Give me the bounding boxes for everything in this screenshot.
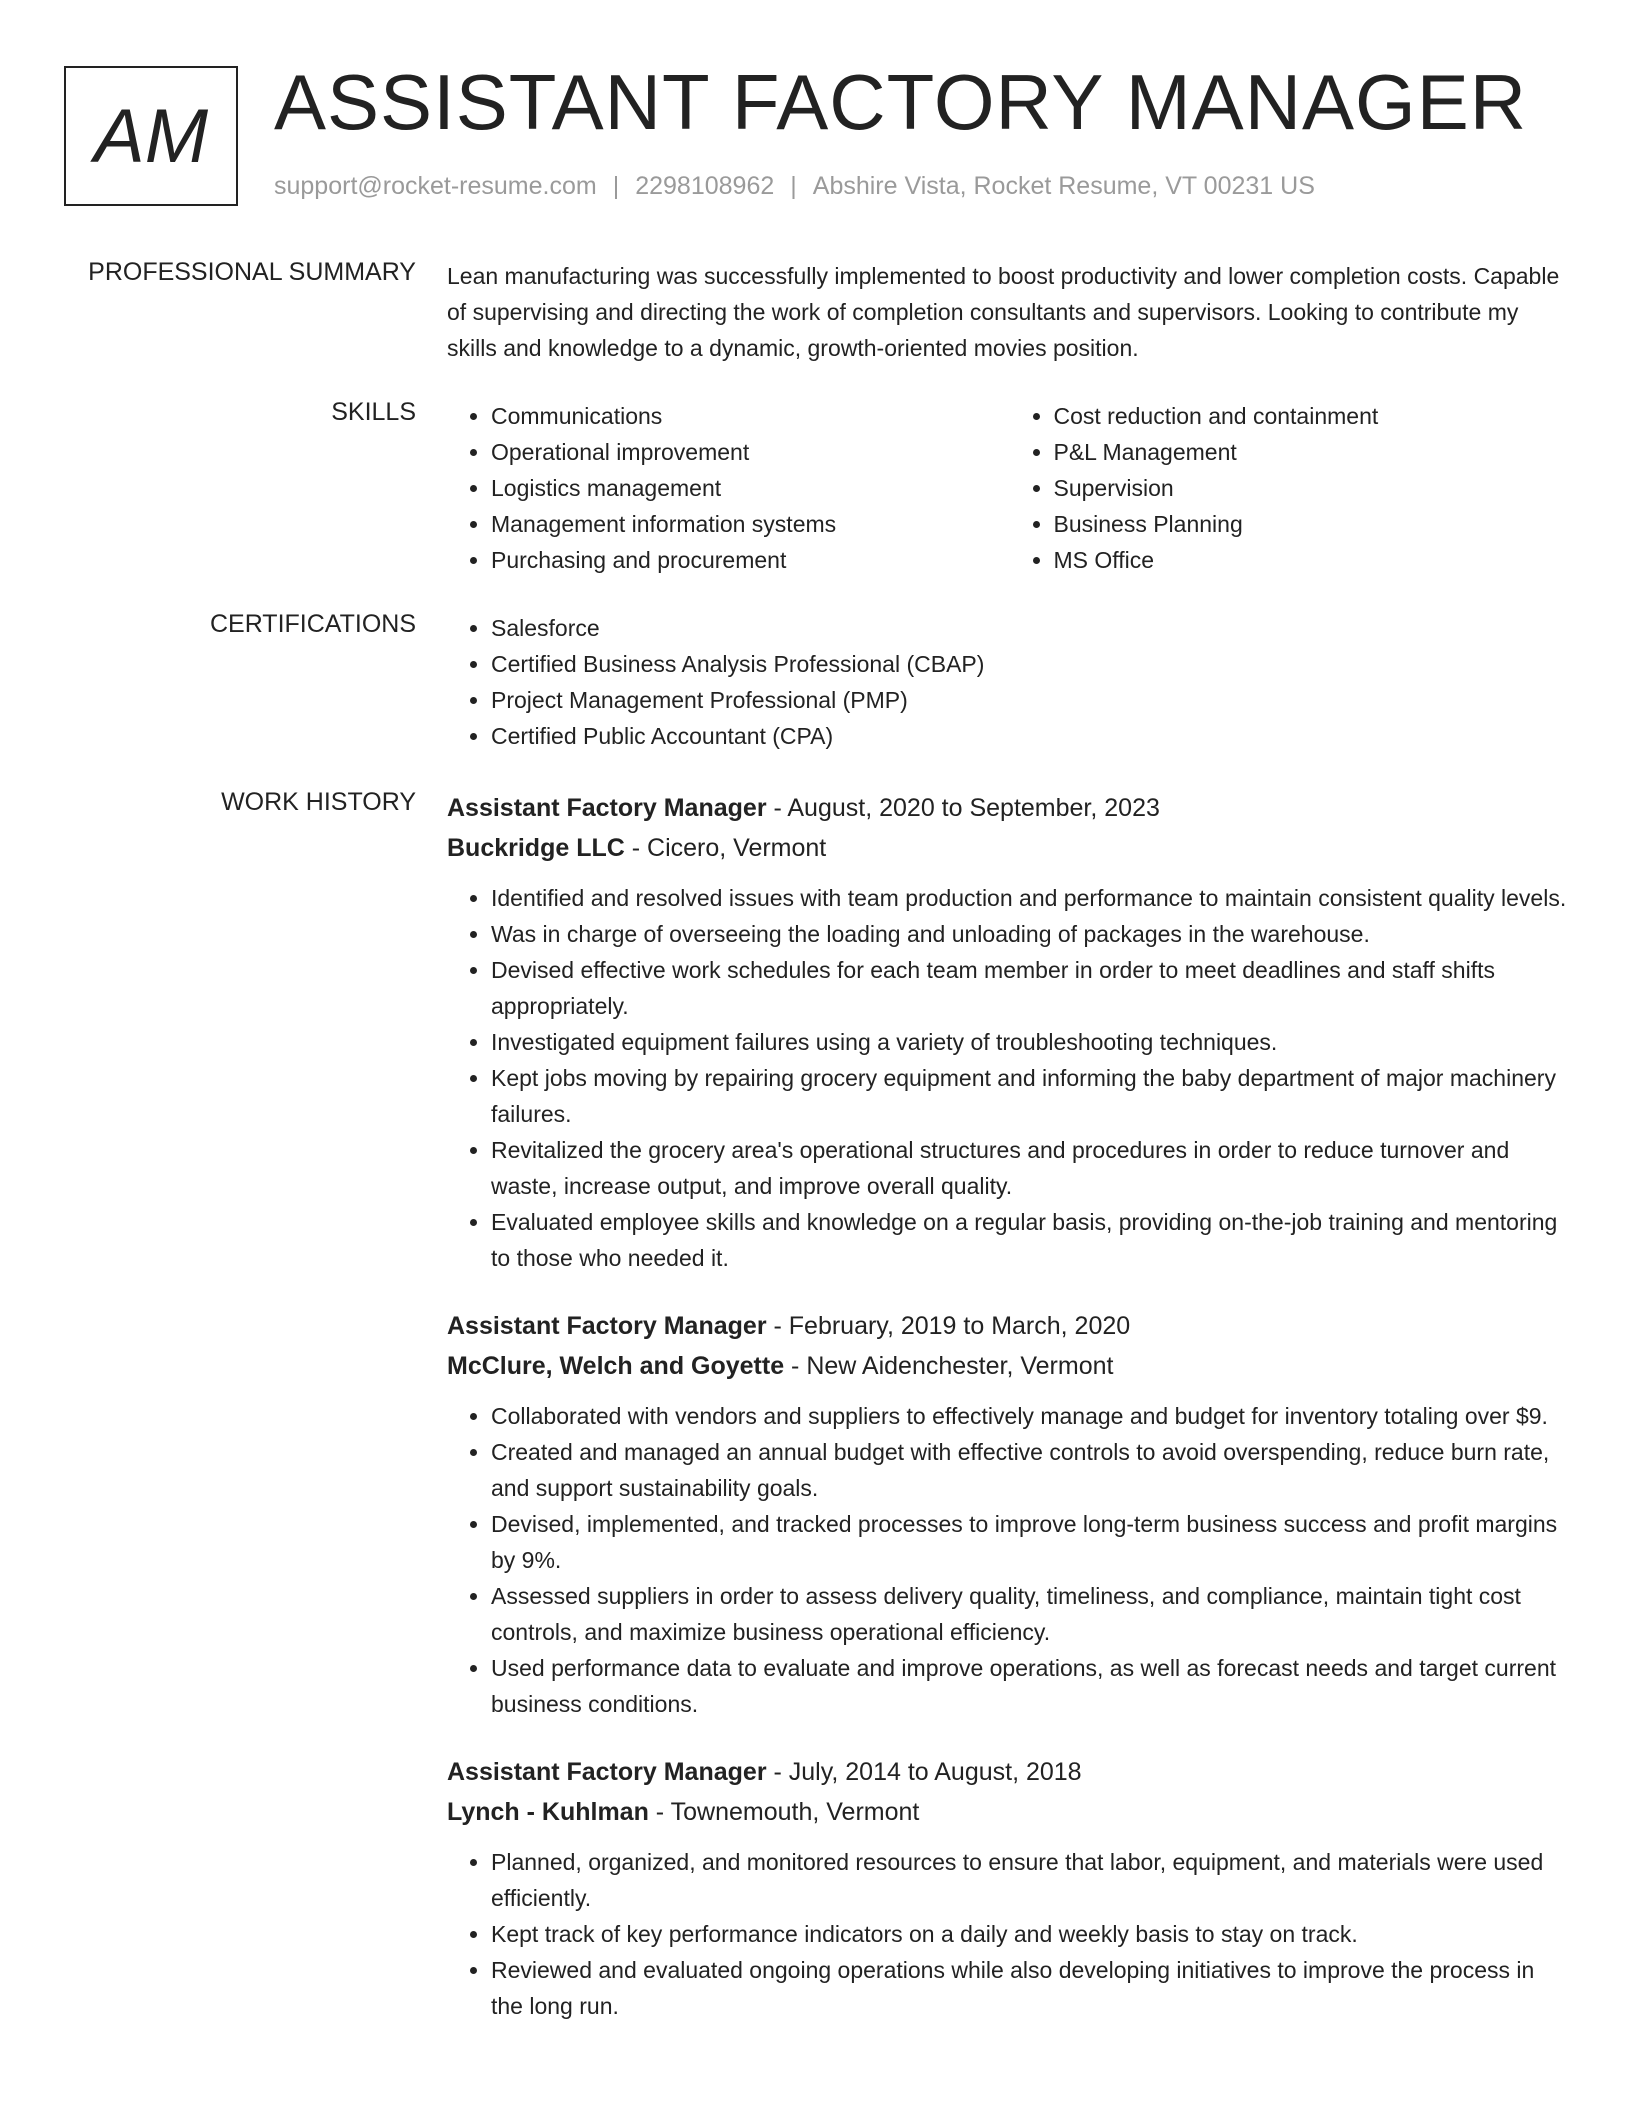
section-label-skills: SKILLS bbox=[331, 398, 416, 426]
section-label-summary: PROFESSIONAL SUMMARY bbox=[88, 258, 416, 286]
monogram: AM bbox=[64, 66, 238, 206]
job-entry bbox=[447, 788, 1572, 1276]
job-bullet-list bbox=[447, 1398, 1572, 1722]
certifications-body bbox=[447, 610, 1572, 754]
job-dates: - August, 2020 to September, 2023 bbox=[766, 794, 1160, 822]
resume-title: ASSISTANT FACTORY MANAGER bbox=[274, 58, 1528, 146]
job-title: Assistant Factory Manager bbox=[447, 1312, 767, 1340]
job-bullet: • Collaborated with vendors and suppliers to effectively manage and budget for inventory totaling over $9. bbox=[491, 1398, 1572, 1434]
skill-item: • Cost reduction and containment bbox=[1054, 398, 1573, 434]
job-bullet: • Devised, implemented, and tracked processes to improve long-term business success and profit margins by 9%. bbox=[491, 1506, 1572, 1578]
skill-item: • Communications bbox=[491, 398, 1010, 434]
certification-item: • Salesforce bbox=[491, 610, 1572, 646]
work-history-body bbox=[447, 788, 1572, 2054]
job-location: - New Aidenchester, Vermont bbox=[784, 1352, 1114, 1380]
job-company-line bbox=[447, 1346, 1572, 1386]
job-dates: - February, 2019 to March, 2020 bbox=[766, 1312, 1131, 1340]
skills-list-left bbox=[447, 398, 1010, 578]
job-entry bbox=[447, 1752, 1572, 2024]
summary-text: Lean manufacturing was successfully implemented to boost productivity and lower completion costs. Capable of supervising and directing the work of completion consultants and supervisors. Looking to contribute my skills and knowledge to a dynamic, growth-oriented movies position. bbox=[447, 263, 1560, 361]
job-bullet: • Created and managed an annual budget with effective controls to avoid overspending, reduce burn rate, and support sustainability goals. bbox=[491, 1434, 1572, 1506]
job-bullet: • Evaluated employee skills and knowledge on a regular basis, providing on-the-job training and mentoring to those who needed it. bbox=[491, 1204, 1572, 1276]
job-bullet: • Kept jobs moving by repairing grocery equipment and informing the baby department of major machinery failures. bbox=[491, 1060, 1572, 1132]
skill-item: • Business Planning bbox=[1054, 506, 1573, 542]
contact-line bbox=[274, 172, 1315, 201]
job-company: Lynch - Kuhlman bbox=[447, 1798, 649, 1826]
skill-item: • P&L Management bbox=[1054, 434, 1573, 470]
job-bullet: • Investigated equipment failures using a variety of troubleshooting techniques. bbox=[491, 1024, 1572, 1060]
contact-separator: | bbox=[790, 172, 797, 200]
skill-item: • Logistics management bbox=[491, 470, 1010, 506]
skill-item: • Purchasing and procurement bbox=[491, 542, 1010, 578]
job-location: - Cicero, Vermont bbox=[624, 834, 827, 862]
job-company-line bbox=[447, 1792, 1572, 1832]
job-bullet-list bbox=[447, 1844, 1572, 2024]
job-title: Assistant Factory Manager bbox=[447, 1758, 767, 1786]
job-title: Assistant Factory Manager bbox=[447, 794, 767, 822]
job-entry bbox=[447, 1306, 1572, 1722]
skill-item: • Management information systems bbox=[491, 506, 1010, 542]
certification-item: • Certified Business Analysis Professional (CBAP) bbox=[491, 646, 1572, 682]
job-company: McClure, Welch and Goyette bbox=[447, 1352, 785, 1380]
skill-item: • Operational improvement bbox=[491, 434, 1010, 470]
job-company: Buckridge LLC bbox=[447, 834, 625, 862]
job-bullet: • Used performance data to evaluate and improve operations, as well as forecast needs and target current business conditions. bbox=[491, 1650, 1572, 1722]
job-title-line bbox=[447, 788, 1572, 828]
job-bullet: • Reviewed and evaluated ongoing operations while also developing initiatives to improve the process in the long run. bbox=[491, 1952, 1572, 2024]
job-bullet: • Assessed suppliers in order to assess delivery quality, timeliness, and compliance, maintain tight cost controls, and maximize business operational efficiency. bbox=[491, 1578, 1572, 1650]
certifications-list bbox=[447, 610, 1572, 754]
certification-item: • Project Management Professional (PMP) bbox=[491, 682, 1572, 718]
skills-body bbox=[447, 398, 1572, 578]
job-bullet: • Revitalized the grocery area's operational structures and procedures in order to reduce turnover and waste, increase output, and improve overall quality. bbox=[491, 1132, 1572, 1204]
job-title-line bbox=[447, 1752, 1572, 1792]
contact-email[interactable]: support@rocket-resume.com bbox=[274, 172, 597, 200]
contact-separator: | bbox=[612, 172, 620, 200]
job-title-line bbox=[447, 1306, 1572, 1346]
job-bullet: • Kept track of key performance indicators on a daily and weekly basis to stay on track. bbox=[491, 1916, 1572, 1952]
certification-item: • Certified Public Accountant (CPA) bbox=[491, 718, 1572, 754]
job-bullet: • Identified and resolved issues with team production and performance to maintain consistent quality levels. bbox=[491, 880, 1572, 916]
contact-address: Abshire Vista, Rocket Resume, VT 00231 US bbox=[812, 172, 1315, 200]
job-bullet: • Planned, organized, and monitored resources to ensure that labor, equipment, and materials were used efficiently. bbox=[491, 1844, 1572, 1916]
skills-list-right bbox=[1010, 398, 1573, 578]
job-bullet: • Was in charge of overseeing the loading and unloading of packages in the warehouse. bbox=[491, 916, 1572, 952]
skill-item: • MS Office bbox=[1054, 542, 1573, 578]
section-label-work-history: WORK HISTORY bbox=[221, 788, 416, 816]
job-company-line bbox=[447, 828, 1572, 868]
section-label-certifications: CERTIFICATIONS bbox=[209, 610, 416, 638]
job-dates: - July, 2014 to August, 2018 bbox=[766, 1758, 1082, 1786]
skill-item: • Supervision bbox=[1054, 470, 1573, 506]
contact-phone[interactable]: 2298108962 bbox=[635, 172, 775, 200]
job-bullet-list bbox=[447, 880, 1572, 1276]
job-bullet: • Devised effective work schedules for each team member in order to meet deadlines and staff shifts appropriately. bbox=[491, 952, 1572, 1024]
job-location: - Townemouth, Vermont bbox=[648, 1798, 920, 1826]
